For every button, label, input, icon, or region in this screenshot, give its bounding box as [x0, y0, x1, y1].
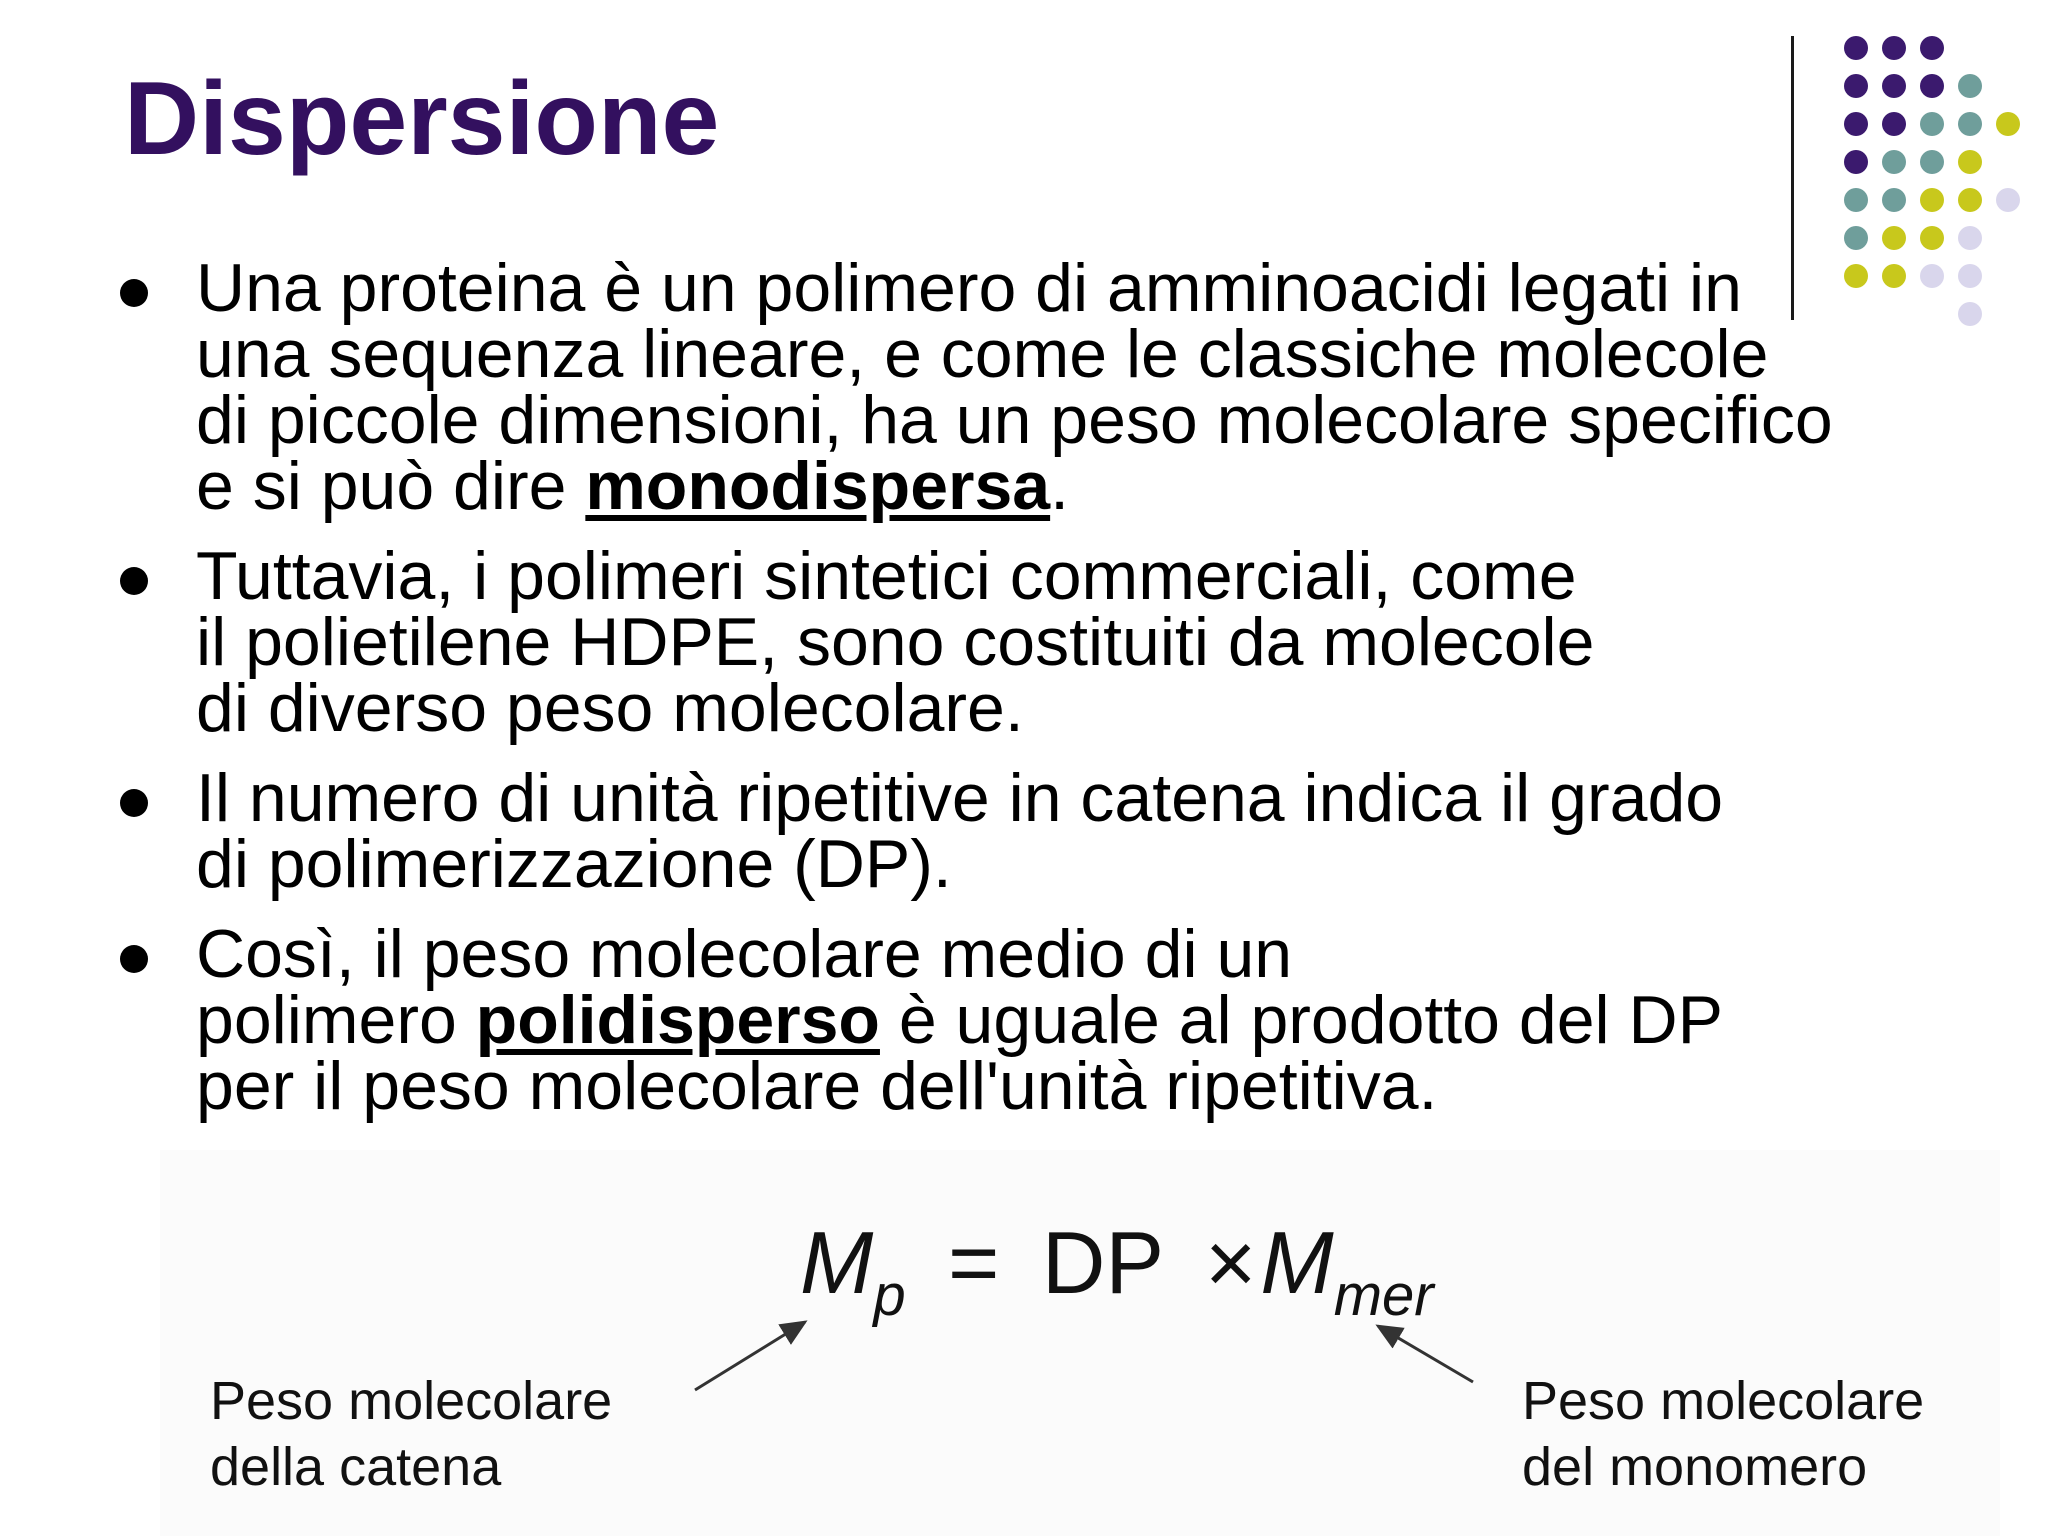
- formula-dp: DP: [1041, 1213, 1163, 1312]
- decorative-dot: [1882, 150, 1906, 174]
- bullet-dot: [120, 789, 148, 817]
- decorative-dot: [1958, 112, 1982, 136]
- decorative-dot: [1844, 150, 1868, 174]
- bullet-line: di diverso peso molecolare.: [196, 670, 1024, 746]
- arrow-right: [1378, 1326, 1473, 1382]
- decorative-dot: [1920, 150, 1944, 174]
- decorative-dot: [1920, 112, 1944, 136]
- decorative-dot: [1920, 188, 1944, 212]
- formula-rhs-var: M: [1260, 1213, 1334, 1312]
- formula-figure: [160, 1150, 2000, 1536]
- decorative-dot: [1996, 112, 2020, 136]
- bullet-text: e si può dire: [196, 448, 586, 524]
- bullet-line: di piccole dimensioni, ha un peso molecolare specifico: [196, 382, 1833, 458]
- bullet-text: .: [1050, 448, 1070, 524]
- bullet-item-4: [112, 916, 2012, 1124]
- decorative-dot: [1844, 74, 1868, 98]
- bullet-text: è uguale al prodotto del DP: [879, 982, 1723, 1058]
- bullet-line: Tuttavia, i polimeri sintetici commerciali, come: [196, 538, 1577, 614]
- decorative-dot: [1844, 188, 1868, 212]
- slide-title: Dispersione: [124, 61, 720, 177]
- bullet-item-2: [112, 538, 2012, 746]
- decorative-dot: [1920, 36, 1944, 60]
- bullet-line: [196, 982, 2012, 1058]
- term-polidisperso: polidisperso: [475, 982, 880, 1058]
- decorative-dot: [1882, 188, 1906, 212]
- decorative-dot: [1958, 188, 1982, 212]
- bullet-line: il polietilene HDPE, sono costituiti da molecole: [196, 604, 1595, 680]
- arrow-left: [695, 1322, 805, 1390]
- decorative-dot: [1844, 226, 1868, 250]
- bullet-line: [196, 448, 2012, 524]
- decorative-dot: [1996, 188, 2020, 212]
- bullet-dot: [120, 945, 148, 973]
- bullet-dot: [120, 279, 148, 307]
- formula-times: ×: [1204, 1213, 1257, 1312]
- bullet-line: per il peso molecolare dell'unità ripetitiva.: [196, 1048, 1438, 1124]
- decorative-dot: [1882, 74, 1906, 98]
- caption-line: della catena: [210, 1437, 502, 1497]
- decorative-dot: [1958, 150, 1982, 174]
- formula-lhs-var: M: [800, 1213, 874, 1312]
- bullet-line: di polimerizzazione (DP).: [196, 826, 952, 902]
- decorative-dot: [1920, 74, 1944, 98]
- bullet-item-3: [112, 760, 2012, 902]
- formula-rhs-sub: mer: [1333, 1263, 1434, 1328]
- caption-line: del monomero: [1522, 1437, 1868, 1497]
- bullet-list: [112, 250, 2012, 1143]
- decorative-dot: [1958, 226, 1982, 250]
- bullet-line: una sequenza lineare, e come le classiche molecole: [196, 316, 1769, 392]
- caption-line: Peso molecolare: [210, 1371, 613, 1431]
- caption-monomer-weight: [1522, 1368, 1924, 1500]
- term-monodispersa: monodispersa: [585, 448, 1051, 524]
- decorative-dot: [1920, 226, 1944, 250]
- decorative-dot: [1958, 74, 1982, 98]
- decorative-dot: [1844, 112, 1868, 136]
- decorative-dot: [1844, 36, 1868, 60]
- decorative-dot: [1882, 36, 1906, 60]
- bullet-text: polimero: [196, 982, 476, 1058]
- caption-chain-weight: [210, 1368, 612, 1500]
- bullet-line: Così, il peso molecolare medio di un: [196, 916, 1293, 992]
- decorative-dot: [1882, 226, 1906, 250]
- formula-lhs-sub: p: [873, 1263, 906, 1328]
- bullet-item-1: [112, 250, 2012, 524]
- bullet-dot: [120, 567, 148, 595]
- formula-equals: =: [948, 1213, 1000, 1312]
- bullet-line: Il numero di unità ripetitive in catena indica il grado: [196, 760, 1724, 836]
- bullet-line: Una proteina è un polimero di amminoacidi legati in: [196, 250, 1742, 326]
- caption-line: Peso molecolare: [1522, 1371, 1925, 1431]
- decorative-dot: [1882, 112, 1906, 136]
